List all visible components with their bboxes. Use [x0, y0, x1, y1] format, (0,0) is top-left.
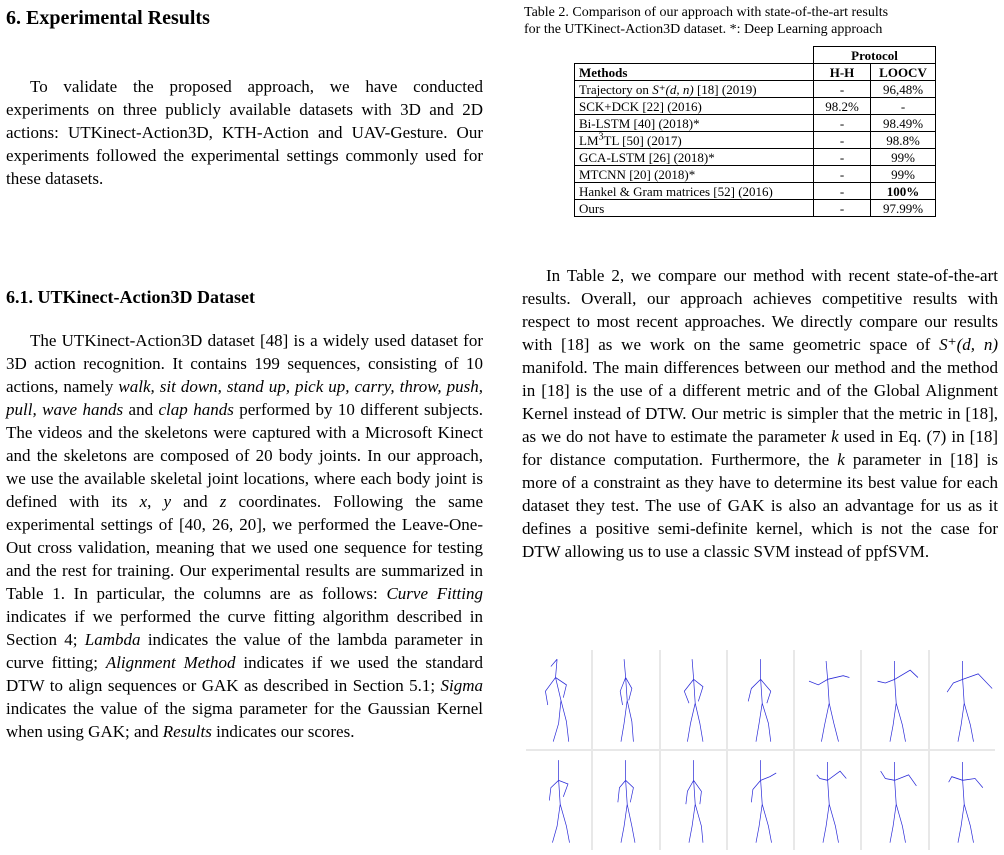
skeleton-pose — [809, 661, 849, 742]
skeleton-drawing — [593, 650, 658, 749]
text: indicates our scores. — [211, 722, 355, 741]
table-header-row — [575, 64, 936, 81]
text: and — [123, 400, 159, 419]
text: indicates if we used the standard DTW to align sequences or GAK as described in Section 5.1; — [6, 653, 483, 695]
hh-cell: - — [814, 149, 871, 166]
comparison-paragraph — [522, 264, 998, 563]
text: and — [171, 492, 220, 511]
skeleton-drawing — [728, 751, 793, 850]
math: k — [831, 427, 839, 446]
skeleton-figure — [526, 650, 995, 850]
skeleton-drawing — [862, 650, 927, 749]
text: Results — [162, 722, 212, 741]
method-math: 3 — [598, 131, 604, 143]
method-math: S⁺(d, n) — [652, 81, 694, 97]
skeleton-pose — [685, 760, 702, 843]
skeleton-pose — [751, 760, 776, 843]
table-row — [575, 132, 936, 149]
skeleton-pose — [684, 659, 703, 742]
skeleton-pose — [620, 659, 633, 742]
text: performed by 10 different subjects. The videos and the skeletons were captured with a Microsoft Kinect and the skeletons are composed of 20 body joints. In our approach, we use the available skeletal joint locations, where each body joint is defined with its — [6, 400, 483, 511]
skeleton-frame — [930, 650, 995, 749]
table-body — [575, 81, 936, 217]
skeleton-drawing — [593, 751, 658, 850]
text: indicates the value of the lambda parameter in curve fitting; — [6, 630, 483, 672]
hh-cell: - — [814, 183, 871, 200]
text: Alignment Method — [105, 653, 236, 672]
loocv-cell: 99% — [871, 166, 936, 183]
method-text: LM — [579, 132, 599, 148]
skeleton-drawing — [728, 650, 793, 749]
skeleton-drawing — [526, 650, 591, 749]
method-cell — [575, 149, 814, 166]
method-cell — [575, 115, 814, 132]
subsection-title: 6.1. UTKinect-Action3D Dataset — [6, 287, 255, 307]
table-row — [575, 98, 936, 115]
table-row — [575, 115, 936, 132]
skeleton-pose — [817, 762, 847, 843]
method-cell — [575, 132, 814, 149]
skeleton-drawing — [661, 751, 726, 850]
text: In Table 2, we compare our method with recent state-of-the-art results. Overall, our approach achieves competitive results with respect to most recent approaches. We directly compare our results with [18] as we work on the same geometric space of — [522, 266, 998, 354]
method-cell — [575, 166, 814, 183]
skeleton-frame — [526, 751, 591, 850]
skeleton-pose — [878, 661, 918, 742]
table-row — [575, 200, 936, 217]
text: used in Eq. (7) in [18] for distance computation. Furthermore, the — [522, 427, 998, 469]
skeleton-pose — [618, 760, 635, 843]
skeleton-drawing — [930, 650, 995, 749]
text: Curve Fitting — [386, 584, 483, 603]
skeleton-pose — [947, 661, 992, 742]
skeleton-pose — [549, 760, 569, 843]
math: S⁺(d, n) — [939, 335, 999, 354]
text: Lambda — [84, 630, 141, 649]
skeleton-frame — [526, 650, 591, 749]
loocv-cell: 98.8% — [871, 132, 936, 149]
section-title: 6. Experimental Results — [6, 7, 210, 29]
text: indicates if we performed the curve fitting algorithm described in Section 4; — [6, 607, 483, 649]
text: parameter in [18] is more of a constraint as they have to determine its best value for each dataset they test. The use of GAK is also an advantage for us as it defines a positive semi-definite kernel, which is not the case for DTW allowing us to use a classic SVM instead of ppfSVM. — [522, 450, 998, 561]
hh-cell: - — [814, 115, 871, 132]
math: y — [163, 492, 172, 511]
method-text: Bi-LSTM [40] (2018)* — [579, 115, 700, 131]
method-text: GCA-LSTM [26] (2018)* — [579, 149, 715, 165]
hh-cell: 98.2% — [814, 98, 871, 115]
methods-header: Methods — [575, 64, 814, 81]
method-text: SCK+DCK [22] (2016) — [579, 98, 702, 114]
skeleton-drawing — [795, 650, 860, 749]
skeleton-pose — [948, 762, 982, 843]
loocv-cell: 100% — [871, 183, 936, 200]
loocv-cell: 97.99% — [871, 200, 936, 217]
skeleton-pose — [545, 659, 568, 742]
text: coordinates. Following the same experimental settings of [40, 26, 20], we performed the Leave-One-Out cross validation, meaning that we used one sequence for testing and the rest for training. Our experimental results are summarized in Table 1. In particular, the columns are as follows: — [6, 492, 483, 603]
caption-line-2: for the UTKinect-Action3D dataset. *: Deep Learning approach — [524, 22, 883, 37]
loocv-header: LOOCV — [871, 64, 936, 81]
skeleton-frame — [593, 650, 658, 749]
hh-header: H-H — [814, 64, 871, 81]
utkinect-paragraph — [6, 329, 483, 743]
protocol-header: Protocol — [814, 47, 936, 64]
table-row — [575, 183, 936, 200]
text: Sigma — [440, 676, 483, 695]
caption-line-1: Table 2. Comparison of our approach with state-of-the-art results — [524, 5, 889, 20]
math: x — [139, 492, 148, 511]
method-text: Trajectory on — [579, 81, 653, 97]
skeleton-frame — [661, 650, 726, 749]
text: indicates the value of the sigma parameter for the Gaussian Kernel when using GAK; and — [6, 699, 483, 741]
table-caption — [524, 4, 888, 38]
skeleton-frame — [862, 751, 927, 850]
intro-paragraph: To validate the proposed approach, we have conducted experiments on three publicly available datasets with 3D and 2D actions: UTKinect-Action3D, KTH-Action and UAV-Gesture. Our experiments followed the experimental settings commonly used for these datasets. — [6, 77, 483, 188]
loocv-cell: - — [871, 98, 936, 115]
skeleton-frame — [728, 751, 793, 850]
skeleton-frame — [862, 650, 927, 749]
loocv-cell: 99% — [871, 149, 936, 166]
skeleton-pose — [748, 659, 771, 742]
method-text: TL [50] (2017) — [603, 132, 682, 148]
table-row — [575, 166, 936, 183]
text: , — [147, 492, 164, 511]
skeleton-frame — [661, 751, 726, 850]
skeleton-pose — [881, 762, 917, 843]
skeleton-frame — [795, 751, 860, 850]
table-header-row — [575, 47, 936, 64]
loocv-cell: 98.49% — [871, 115, 936, 132]
method-cell — [575, 98, 814, 115]
method-text: MTCNN [20] (2018)* — [579, 166, 696, 182]
method-cell — [575, 81, 814, 98]
math: k — [837, 450, 845, 469]
method-text: Ours — [579, 200, 605, 216]
skeleton-drawing — [661, 650, 726, 749]
loocv-cell: 96,48% — [871, 81, 936, 98]
method-cell — [575, 183, 814, 200]
skeleton-drawing — [795, 751, 860, 850]
method-cell — [575, 200, 814, 217]
skeleton-frame — [795, 650, 860, 749]
skeleton-drawing — [526, 751, 591, 850]
skeleton-drawing — [930, 751, 995, 850]
skeleton-frame — [728, 650, 793, 749]
method-text: Hankel & Gram matrices [52] (2016) — [579, 183, 773, 199]
comparison-table — [574, 46, 936, 217]
skeleton-drawing — [862, 751, 927, 850]
empty-cell — [575, 47, 814, 64]
hh-cell: - — [814, 200, 871, 217]
hh-cell: - — [814, 132, 871, 149]
text: The UTKinect-Action3D dataset [48] is a widely used dataset for 3D action recognition. It contains 199 sequences, consisting of 10 actions, namely — [6, 331, 483, 396]
hh-cell: - — [814, 81, 871, 98]
skeleton-frame — [930, 751, 995, 850]
text: walk, sit down, stand up, pick up, carry, throw, push, pull, wave hands — [6, 377, 483, 419]
math: z — [219, 492, 227, 511]
text: clap hands — [158, 400, 234, 419]
skeleton-frame — [593, 751, 658, 850]
hh-cell: - — [814, 166, 871, 183]
table-row — [575, 149, 936, 166]
table-row — [575, 81, 936, 98]
text: manifold. The main differences between our method and the method in [18] is the use of a different metric and of the Global Alignment Kernel instead of DTW. Our metric is simpler that the metric in [18], as we do not have to estimate the parameter — [522, 358, 998, 446]
method-text: [18] (2019) — [693, 81, 757, 97]
